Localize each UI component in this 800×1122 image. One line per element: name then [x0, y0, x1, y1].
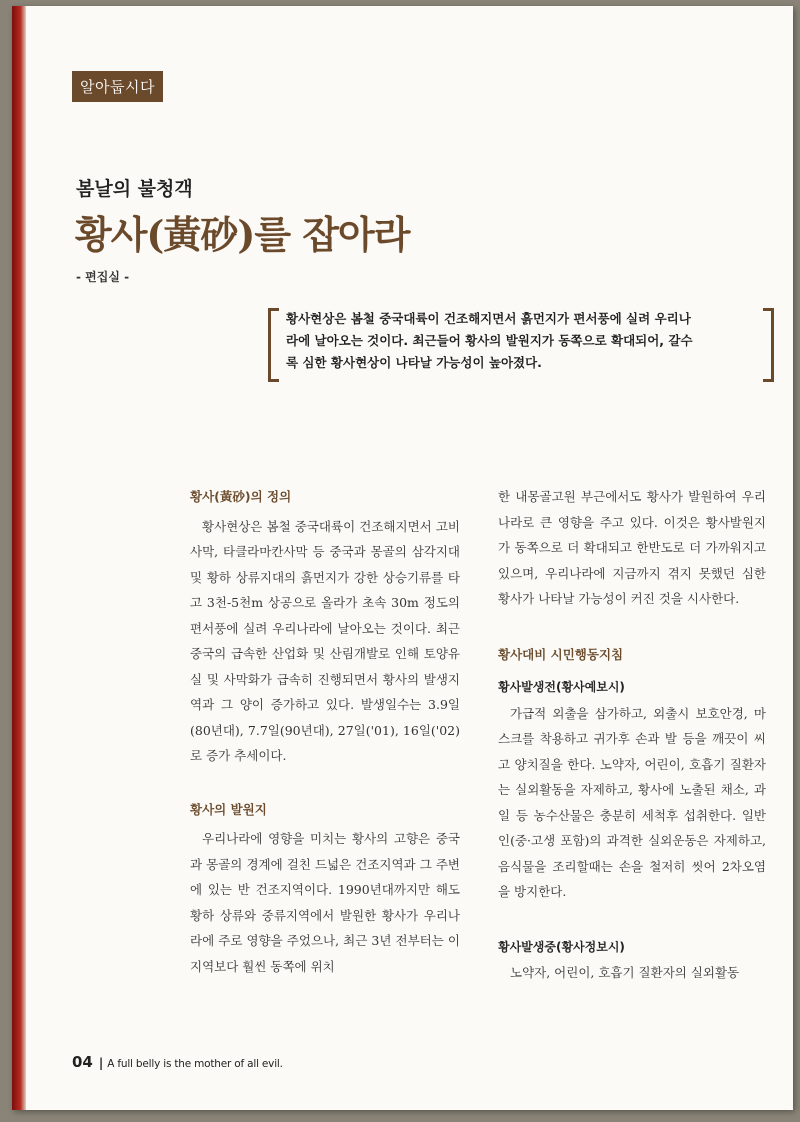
summary-line: 황사현상은 봄철 중국대륙이 건조해지면서 흙먼지가 편서풍에 실려 우리나: [286, 311, 691, 326]
section-tag: 알아둡시다: [72, 71, 163, 102]
article-subtitle: 봄날의 불청객: [76, 178, 193, 200]
right-bracket: [763, 308, 774, 382]
magazine-page: [12, 6, 793, 1110]
summary-line: 라에 날아오는 것이다. 최근들어 황사의 발원지가 동쪽으로 확대되어, 갈수: [286, 333, 693, 348]
article-title: 황사(黃砂)를 잡아라: [75, 212, 410, 257]
page-footer: [72, 1053, 283, 1071]
section-heading-guidelines: 황사대비 시민행동지침: [498, 646, 624, 662]
article-byline: - 편집실 -: [76, 270, 130, 284]
section-heading-definition: 황사(黃砂)의 정의: [190, 489, 292, 504]
paragraph-origin: 우리나라에 영향을 미치는 황사의 고향은 중국과 몽골의 경계에 걸친 드넓은 건조지역과 그 주변에 있는 반 건조지역이다. 1990년대까지만 해도 황하 상류와 중류지역에서 발원한 황사가 우리나라에 주로 영향을 주었으나, 최근 3년 전부터는 이 지역보다 훨씬 동쪽에 위치: [190, 831, 460, 974]
subheading-before: 황사발생전(황사예보시): [498, 680, 625, 694]
right-column: [498, 484, 766, 986]
footer-separator: |: [98, 1056, 104, 1070]
left-column: [190, 484, 460, 979]
binding-spine: [12, 6, 26, 1110]
paragraph-origin-continued: 한 내몽골고원 부근에서도 황사가 발원하여 우리나라로 큰 영향을 주고 있다. 이것은 황사발원지가 동쪽으로 더 확대되고 한반도로 더 가까워지고 있으며, 우리나라에 지금까지 겪지 못했던 심한 황사가 나타날 가능성이 커진 것을 시사한다.: [498, 489, 766, 606]
summary-box: [268, 308, 774, 374]
subheading-during: 황사발생중(황사정보시): [498, 939, 625, 954]
paragraph-before: 가급적 외출을 삼가하고, 외출시 보호안경, 마스크를 착용하고 귀가후 손과 발 등을 깨끗이 씨고 양치질을 한다. 노약자, 어린이, 호흡기 질환자는 실외활동을 자제하고, 황사에 노출된 채소, 과일 등 농수산물은 충분히 세척후 섭취한다. 일반인(중·고생 포함)의 과격한 실외운동은 자제하고, 음식물을 조리할때는 손을 철저히 씻어 2차오염을 방지한다.: [498, 705, 766, 899]
left-bracket: [268, 308, 279, 382]
page-number: 04: [72, 1053, 93, 1071]
section-heading-origin: 황사의 발원지: [190, 801, 267, 817]
paragraph-during: 노약자, 어린이, 호흡기 질환자의 실외활동: [510, 965, 740, 980]
summary-line: 록 심한 황사현상이 나타날 가능성이 높아졌다.: [286, 355, 542, 370]
paragraph-definition: 황사현상은 봄철 중국대륙이 건조해지면서 고비사막, 타클라마칸사막 등 중국과 몽골의 삼각지대 및 황하 상류지대의 흙먼지가 강한 상승기류를 타고 3천-5천m 상공으로 올라가 초속 30m 정도의 편서풍에 실려 우리나라에 날아오는 것이다. 최근 중국의 급속한 산업화 및 산림개발로 인해 토양유실 및 사막화가 급속히 진행되면서 황사의 발생지역과 그 양이 증가하고 있다. 발생일수는 3.9일(80년대), 7.7일(90년대), 27일('01), 16일('02)로 증가 추세이다.: [190, 518, 460, 763]
footer-motto: A full belly is the mother of all evil.: [107, 1058, 283, 1070]
